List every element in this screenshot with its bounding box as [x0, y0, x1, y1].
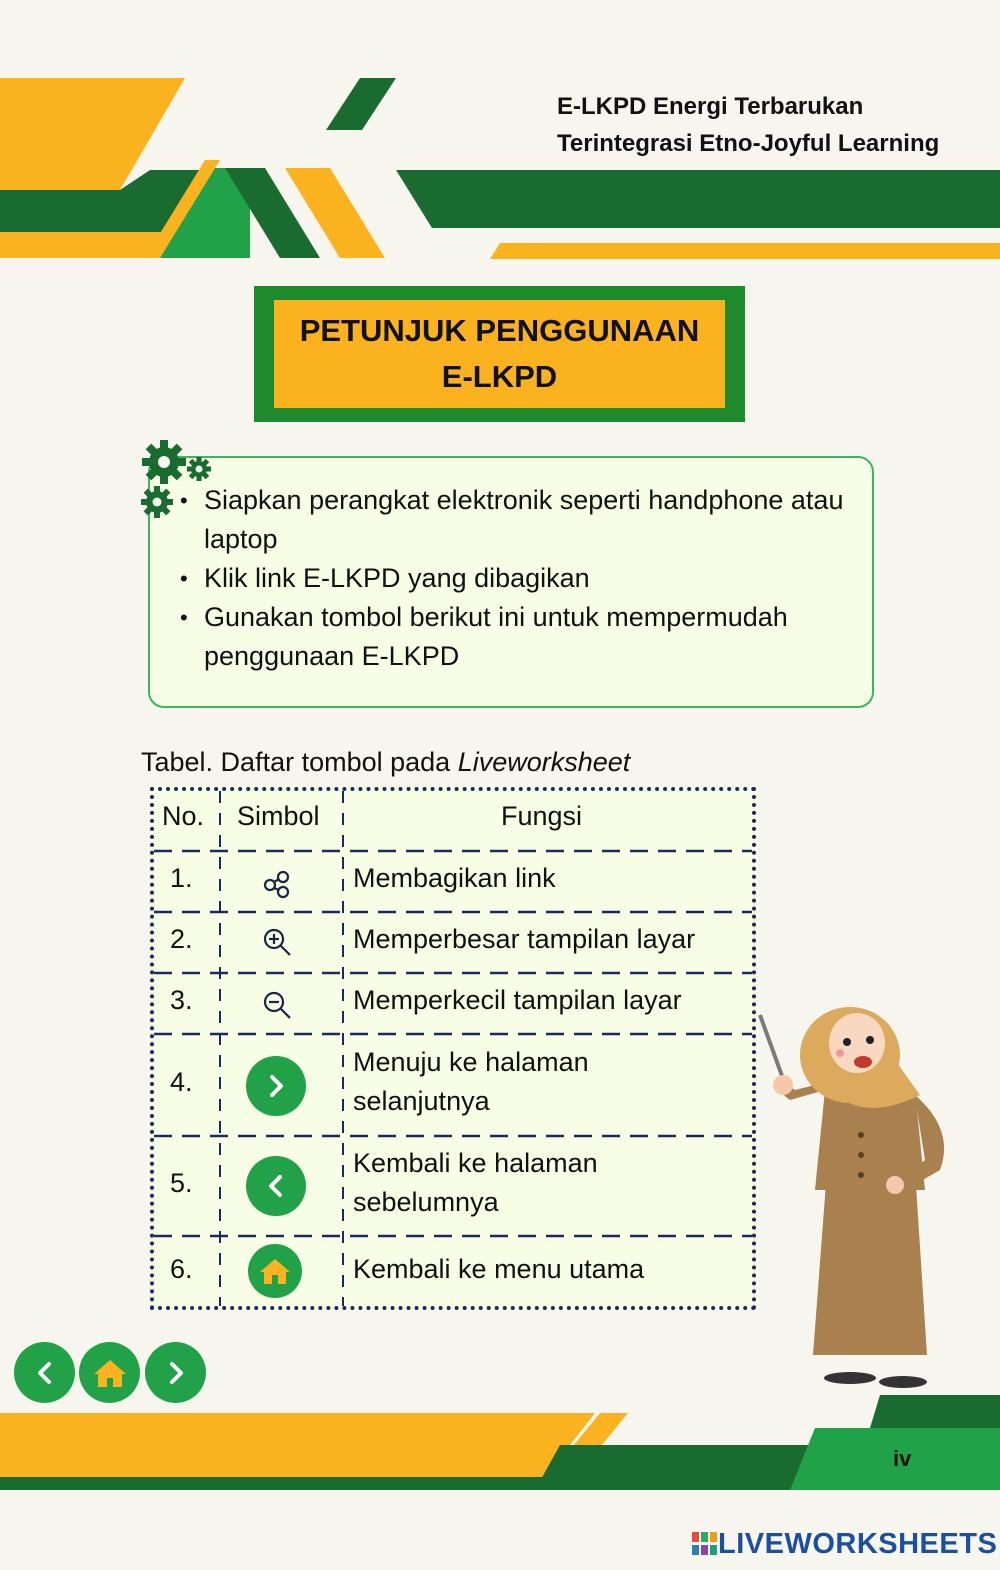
previous-icon [246, 1156, 306, 1216]
row-number: 5. [170, 1168, 193, 1198]
row-function: Memperkecil tampilan layar [353, 985, 682, 1015]
buttons-table [150, 787, 756, 1310]
row-number: 6. [170, 1254, 193, 1284]
zoom-out-icon [262, 990, 294, 1022]
row-function: Membagikan link [353, 863, 556, 893]
header-title-line2: Terintegrasi Etno-Joyful Learning [557, 130, 940, 157]
main-title-banner [254, 286, 745, 422]
table-caption: Tabel. Daftar tombol pada Liveworksheet [141, 747, 631, 777]
brand-text: LIVEWORKSHEETS [718, 1527, 998, 1560]
teacher-illustration [755, 990, 965, 1390]
gears-icon [136, 436, 216, 526]
row-number: 3. [170, 985, 193, 1015]
main-title-line2: E-LKPD [441, 359, 558, 394]
next-icon [246, 1056, 306, 1116]
main-title-line1: PETUNJUK PENGGUNAAN [299, 313, 700, 348]
page-number: iv [893, 1446, 912, 1471]
previous-icon [30, 1358, 60, 1388]
nav-previous-button[interactable] [14, 1342, 75, 1403]
footer-decoration [0, 1380, 1000, 1495]
row-function: Menuju ke halaman selanjutnya [353, 1047, 589, 1116]
instruction-item: • Klik link E-LKPD yang dibagikan [180, 559, 860, 598]
row-function: Kembali ke menu utama [353, 1254, 645, 1284]
row-function: Kembali ke halaman sebelumnya [353, 1148, 598, 1217]
instruction-item: • Siapkan perangkat elektronik seperti handphone atau laptop [180, 481, 860, 559]
liveworksheets-logo-icon [692, 1532, 718, 1556]
share-icon [262, 869, 292, 899]
home-icon [248, 1244, 302, 1298]
header-symbol: Simbol [237, 801, 320, 831]
row-function: Memperbesar tampilan layar [353, 924, 696, 954]
header-function: Fungsi [501, 801, 583, 831]
instruction-item: • Gunakan tombol berikut ini untuk mempermudah penggunaan E-LKPD [180, 598, 860, 676]
instructions-list [180, 481, 860, 676]
header-no: No. [162, 801, 205, 831]
next-icon [161, 1358, 191, 1388]
table-caption-emphasis: Liveworksheet [457, 747, 631, 777]
header-title-line1: E-LKPD Energi Terbarukan [557, 93, 864, 120]
home-icon [92, 1357, 128, 1389]
nav-next-button[interactable] [145, 1342, 206, 1403]
nav-home-button[interactable] [79, 1342, 140, 1403]
zoom-in-icon [262, 927, 294, 959]
row-number: 4. [170, 1067, 193, 1097]
row-number: 1. [170, 863, 193, 893]
header-title [557, 88, 939, 162]
liveworksheets-logo[interactable] [692, 1524, 997, 1564]
row-number: 2. [170, 924, 193, 954]
